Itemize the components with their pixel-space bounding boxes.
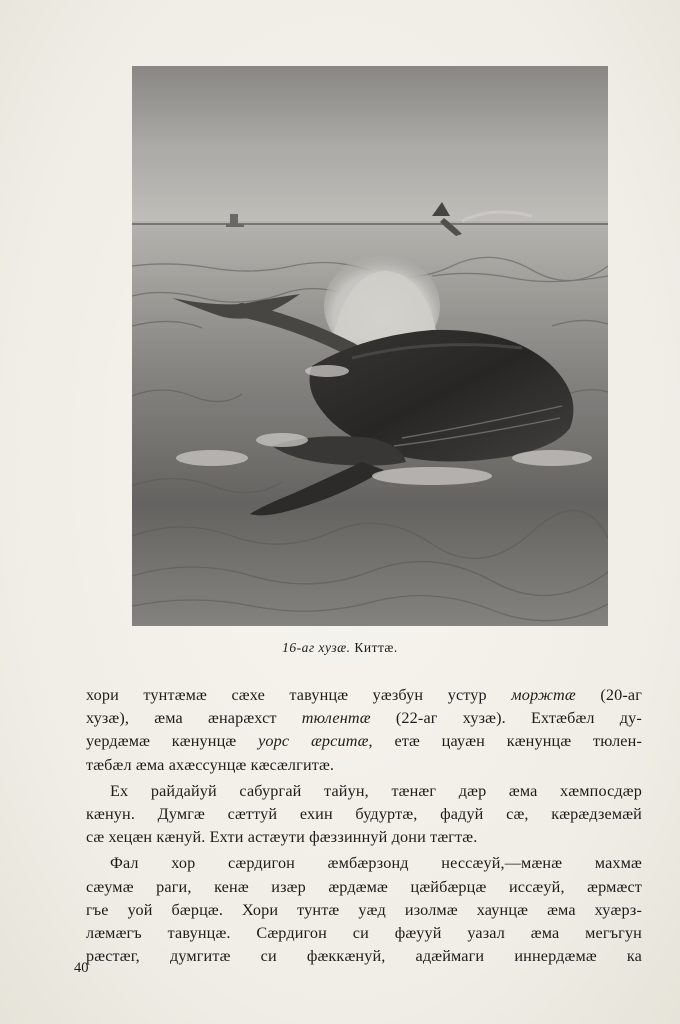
text-line: кæнун. Думгæ сæттуй ехин будуртæ, фадуй сæ, кæрæдземæй bbox=[86, 804, 642, 823]
text-line: сæумæ раги, кенæ изæр æрдæмæ цæйбæрцæ иссæуй, æрмæст bbox=[86, 877, 642, 896]
page-number: 40 bbox=[74, 960, 89, 976]
text-line: рæстæг, думгитæ си фæккæнуй, адæймаги иннердæмæ ка bbox=[86, 947, 642, 966]
text-line: хори тунтæмæ сæхе тавунцæ уæзбун устур моржтæ (20-аг bbox=[86, 686, 643, 704]
whale-illustration bbox=[132, 66, 608, 626]
text-line: Фал хор сæрдигон æмбæрзонд нессæуй,—мæнæ махмæ bbox=[110, 854, 642, 873]
text-line: Ех райдайуй сабургай тайун, тæнæг дæр æма хæмпосдæр bbox=[110, 781, 642, 800]
text-line: гъе уой бæрцæ. Хори тунтæ уæд изолмæ хаунцæ æма хуæрз- bbox=[86, 900, 642, 919]
figure-title: Киттæ. bbox=[354, 640, 398, 655]
text-line: лæмæгъ тавунцæ. Сæрдигон си фæууй уазал æма мегъгун bbox=[86, 923, 642, 942]
text-line: уердæмæ кæнунцæ уорс æрситæ, етæ цауæн кæнунцæ тюлен- bbox=[86, 732, 642, 751]
text-line: хузæ), æма æнарæхст тюлентæ (22-аг хузæ). Ехтæбæл ду- bbox=[86, 709, 642, 728]
figure-number: 16-аг хузæ. bbox=[282, 640, 351, 655]
body-text bbox=[86, 684, 642, 968]
text-line: сæ хецæн кæнуй. Ехти астæути фæззиннуй дони тæгтæ. bbox=[86, 828, 478, 847]
whale-figure bbox=[132, 66, 608, 626]
figure-caption bbox=[0, 640, 680, 656]
text-line: тæбæл æма ахæссунцæ кæсæлгитæ. bbox=[86, 755, 335, 774]
